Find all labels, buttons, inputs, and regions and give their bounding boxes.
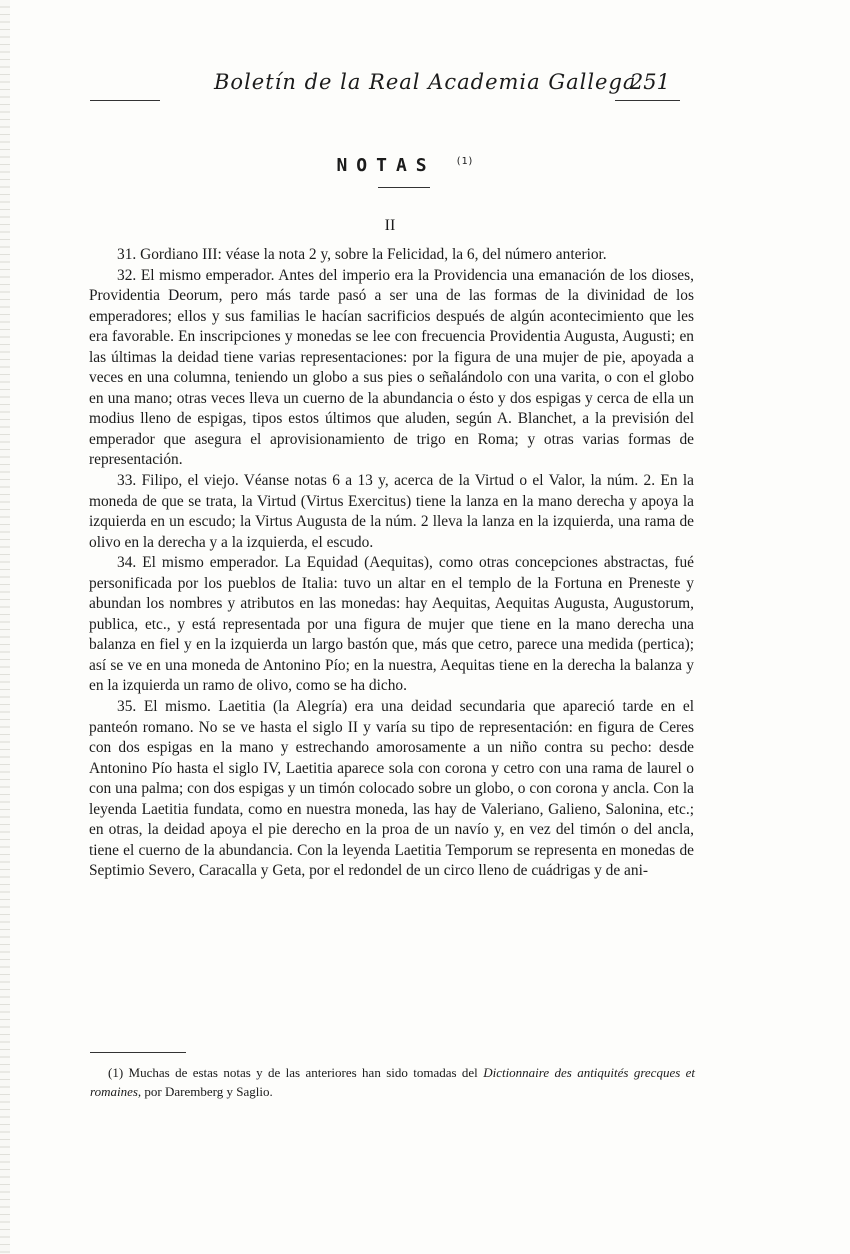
section-title-text: NOTAS bbox=[336, 155, 436, 176]
note-paragraph bbox=[89, 245, 694, 266]
running-title: Boletín de la Real Academia Gallega bbox=[214, 70, 637, 94]
note-number: 31. bbox=[117, 246, 137, 263]
footnote-marker: (1) bbox=[108, 1065, 124, 1080]
note-number: 32. bbox=[117, 266, 137, 284]
note-paragraph bbox=[89, 471, 694, 553]
footnote bbox=[90, 1063, 695, 1101]
note-text: Filipo, el viejo. Véanse notas 6 a 13 y, acerca de la Virtud o el Valor, la núm. 2. En la moneda de que se trata, la Virtud (Virtus Exercitus) tiene la lanza en la mano derecha y apoya la izquierda en un escudo; la Virtus Augusta de la núm. 2 lleva la lanza en la izquierda, una rama de olivo en la derecha y a la izquierda, el escudo. bbox=[89, 472, 694, 551]
note-text: El mismo emperador. Antes del imperio era la Providencia una emanación de los dioses, Providentia Deorum, pero más tarde pasó a ser una de las formas de la divinidad de los emperadores; ellos y sus familias le hacían sacrificios después de algún acontecimiento que les era favorable. En inscripciones y monedas se lee con frecuencia Providentia Augusta, Augusti; en las últimas la deidad tiene varias representaciones: por la figura de una mujer de pie, apoyada a veces en una columna, teniendo un globo a sus pies o señalándolo con una varita, o con el globo en una mano; otras veces lleva un cuerno de la abundancia o ésto y dos espigas y cerca de ella un modius lleno de espigas, tipos estos últimos que aluden, según A. Blanchet, a la previsión del emperador que asegura el aprovisionamiento de trigo en Roma; y otras varias formas de representación. bbox=[89, 266, 694, 469]
note-text: El mismo emperador. La Equidad (Aequitas), como otras concepciones abstractas, fué personificada por los pueblos de Italia: tuvo un altar en el templo de la Fortuna en Preneste y abundan los nombres y atributos en las monedas: hay Aequitas, Aequitas Augusta, Augustorum, publica, etc., y está representada por una figura de mujer que tiene en la mano derecha una balanza en fiel y en la izquierda un largo bastón que, más que cetro, parece una medida (pertica); así se ve en una moneda de Antonino Pío; en la nuestra, Aequitas tiene en la derecha la balanza y en la izquierda un ramo de olivo, como se ha dicho. bbox=[89, 554, 694, 695]
section-title-footnote-ref: (1) bbox=[455, 156, 474, 167]
section-title bbox=[0, 155, 810, 176]
title-rule bbox=[378, 187, 430, 188]
header-rule-right bbox=[615, 100, 680, 101]
note-number: 34. bbox=[117, 554, 137, 572]
body-text bbox=[89, 245, 694, 882]
footnote-work-title: Dictionnaire des antiquités grecques et romaines, bbox=[90, 1065, 696, 1099]
subsection-number: II bbox=[384, 217, 396, 234]
note-number: 35. bbox=[117, 698, 137, 716]
page-number: 251 bbox=[629, 70, 670, 94]
note-number: 33. bbox=[117, 472, 137, 490]
footnote-rule bbox=[90, 1052, 186, 1053]
header-rule-left bbox=[90, 100, 160, 101]
page-edge bbox=[0, 0, 10, 1254]
note-text: El mismo. Laetitia (la Alegría) era una deidad secundaria que apareció tarde en el panteón romano. No se ve hasta el siglo II y varía su tipo de representación: en figura de Ceres con dos espigas en la mano y estrechando amorosamente a un niño contra su pecho: desde Antonino Pío hasta el siglo IV, Laetitia aparece sola con corona y cetro con una rama de laurel o con una palma; con dos espigas y un timón colocado sobre un globo, o con corona y ancla. Con la leyenda Laetitia fundata, como en nuestra moneda, las hay de Valeriano, Galieno, Salonina, etc.; en otras, la deidad apoya el pie derecho en la proa de un navío y, en vez del timón o del ancla, tiene el cuerno de la abundancia. Con la leyenda Laetitia Temporum se representa en monedas de Septimio Severo, Caracalla y Geta, por el redondel de un circo lleno de cuádrigas y de ani- bbox=[89, 698, 694, 880]
note-paragraph bbox=[89, 697, 694, 882]
footnote-text-after: por Daremberg y Saglio. bbox=[144, 1084, 273, 1099]
footnote-text-before: Muchas de estas notas y de las anteriores han sido tomadas del bbox=[128, 1065, 478, 1080]
note-paragraph bbox=[89, 266, 694, 471]
running-head bbox=[90, 70, 690, 100]
note-paragraph bbox=[89, 553, 694, 697]
note-text: Gordiano III: véase la nota 2 y, sobre la Felicidad, la 6, del número anterior. bbox=[140, 246, 607, 263]
